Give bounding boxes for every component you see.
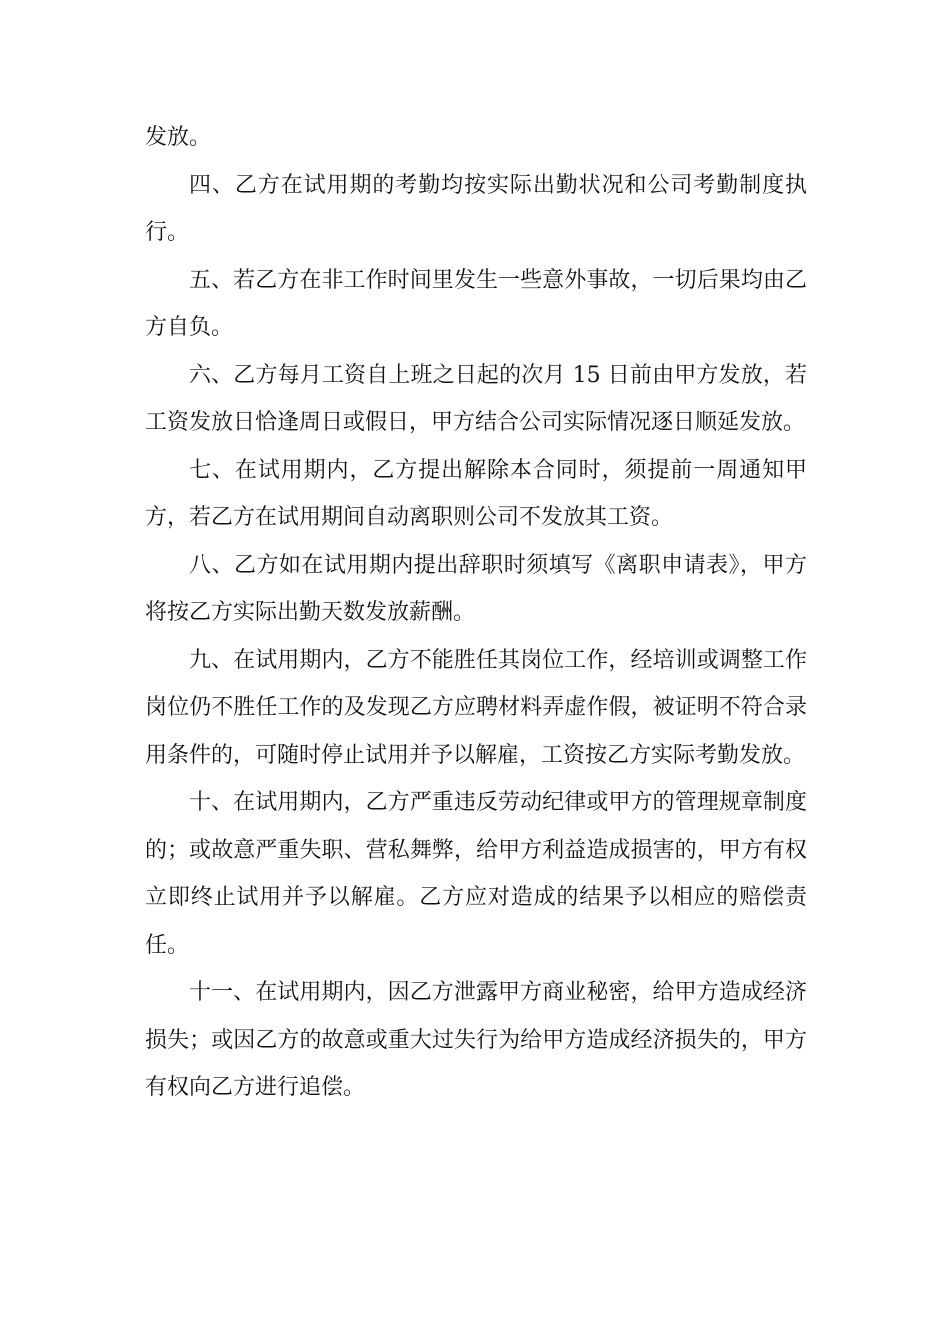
paragraph-clause-7: 七、在试用期内，乙方提出解除本合同时，须提前一周通知甲方，若乙方在试用期间自动离职则公司不发放其工资。 <box>145 457 807 530</box>
paragraph-continuation: 发放。 <box>145 125 212 150</box>
paragraph-clause-9: 九、在试用期内，乙方不能胜任其岗位工作，经培训或调整工作岗位仍不胜任工作的及发现乙方应聘材料弄虚作假，被证明不符合录用条件的，可随时停止试用并予以解雇，工资按乙方实际考勤发放。 <box>145 647 807 768</box>
paragraph-clause-5: 五、若乙方在非工作时间里发生一些意外事故，一切后果均由乙方自负。 <box>145 267 807 340</box>
paragraph-clause-10: 十、在试用期内，乙方严重违反劳动纪律或甲方的管理规章制度的；或故意严重失职、营私舞弊，给甲方利益造成损害的，甲方有权立即终止试用并予以解雇。乙方应对造成的结果予以相应的赔偿责任。 <box>145 790 807 958</box>
document-body <box>145 114 807 1112</box>
paragraph-clause-8: 八、乙方如在试用期内提出辞职时须填写《离职申请表》，甲方将按乙方实际出勤天数发放薪酬。 <box>145 552 807 625</box>
paragraph-clause-4: 四、乙方在试用期的考勤均按实际出勤状况和公司考勤制度执行。 <box>145 172 807 245</box>
paragraph-clause-11: 十一、在试用期内，因乙方泄露甲方商业秘密，给甲方造成经济损失；或因乙方的故意或重大过失行为给甲方造成经济损失的，甲方有权向乙方进行追偿。 <box>145 980 807 1100</box>
paragraph-clause-6: 六、乙方每月工资自上班之日起的次月 15 日前由甲方发放，若工资发放日恰逢周日或假日，甲方结合公司实际情况逐日顺延发放。 <box>145 362 807 435</box>
